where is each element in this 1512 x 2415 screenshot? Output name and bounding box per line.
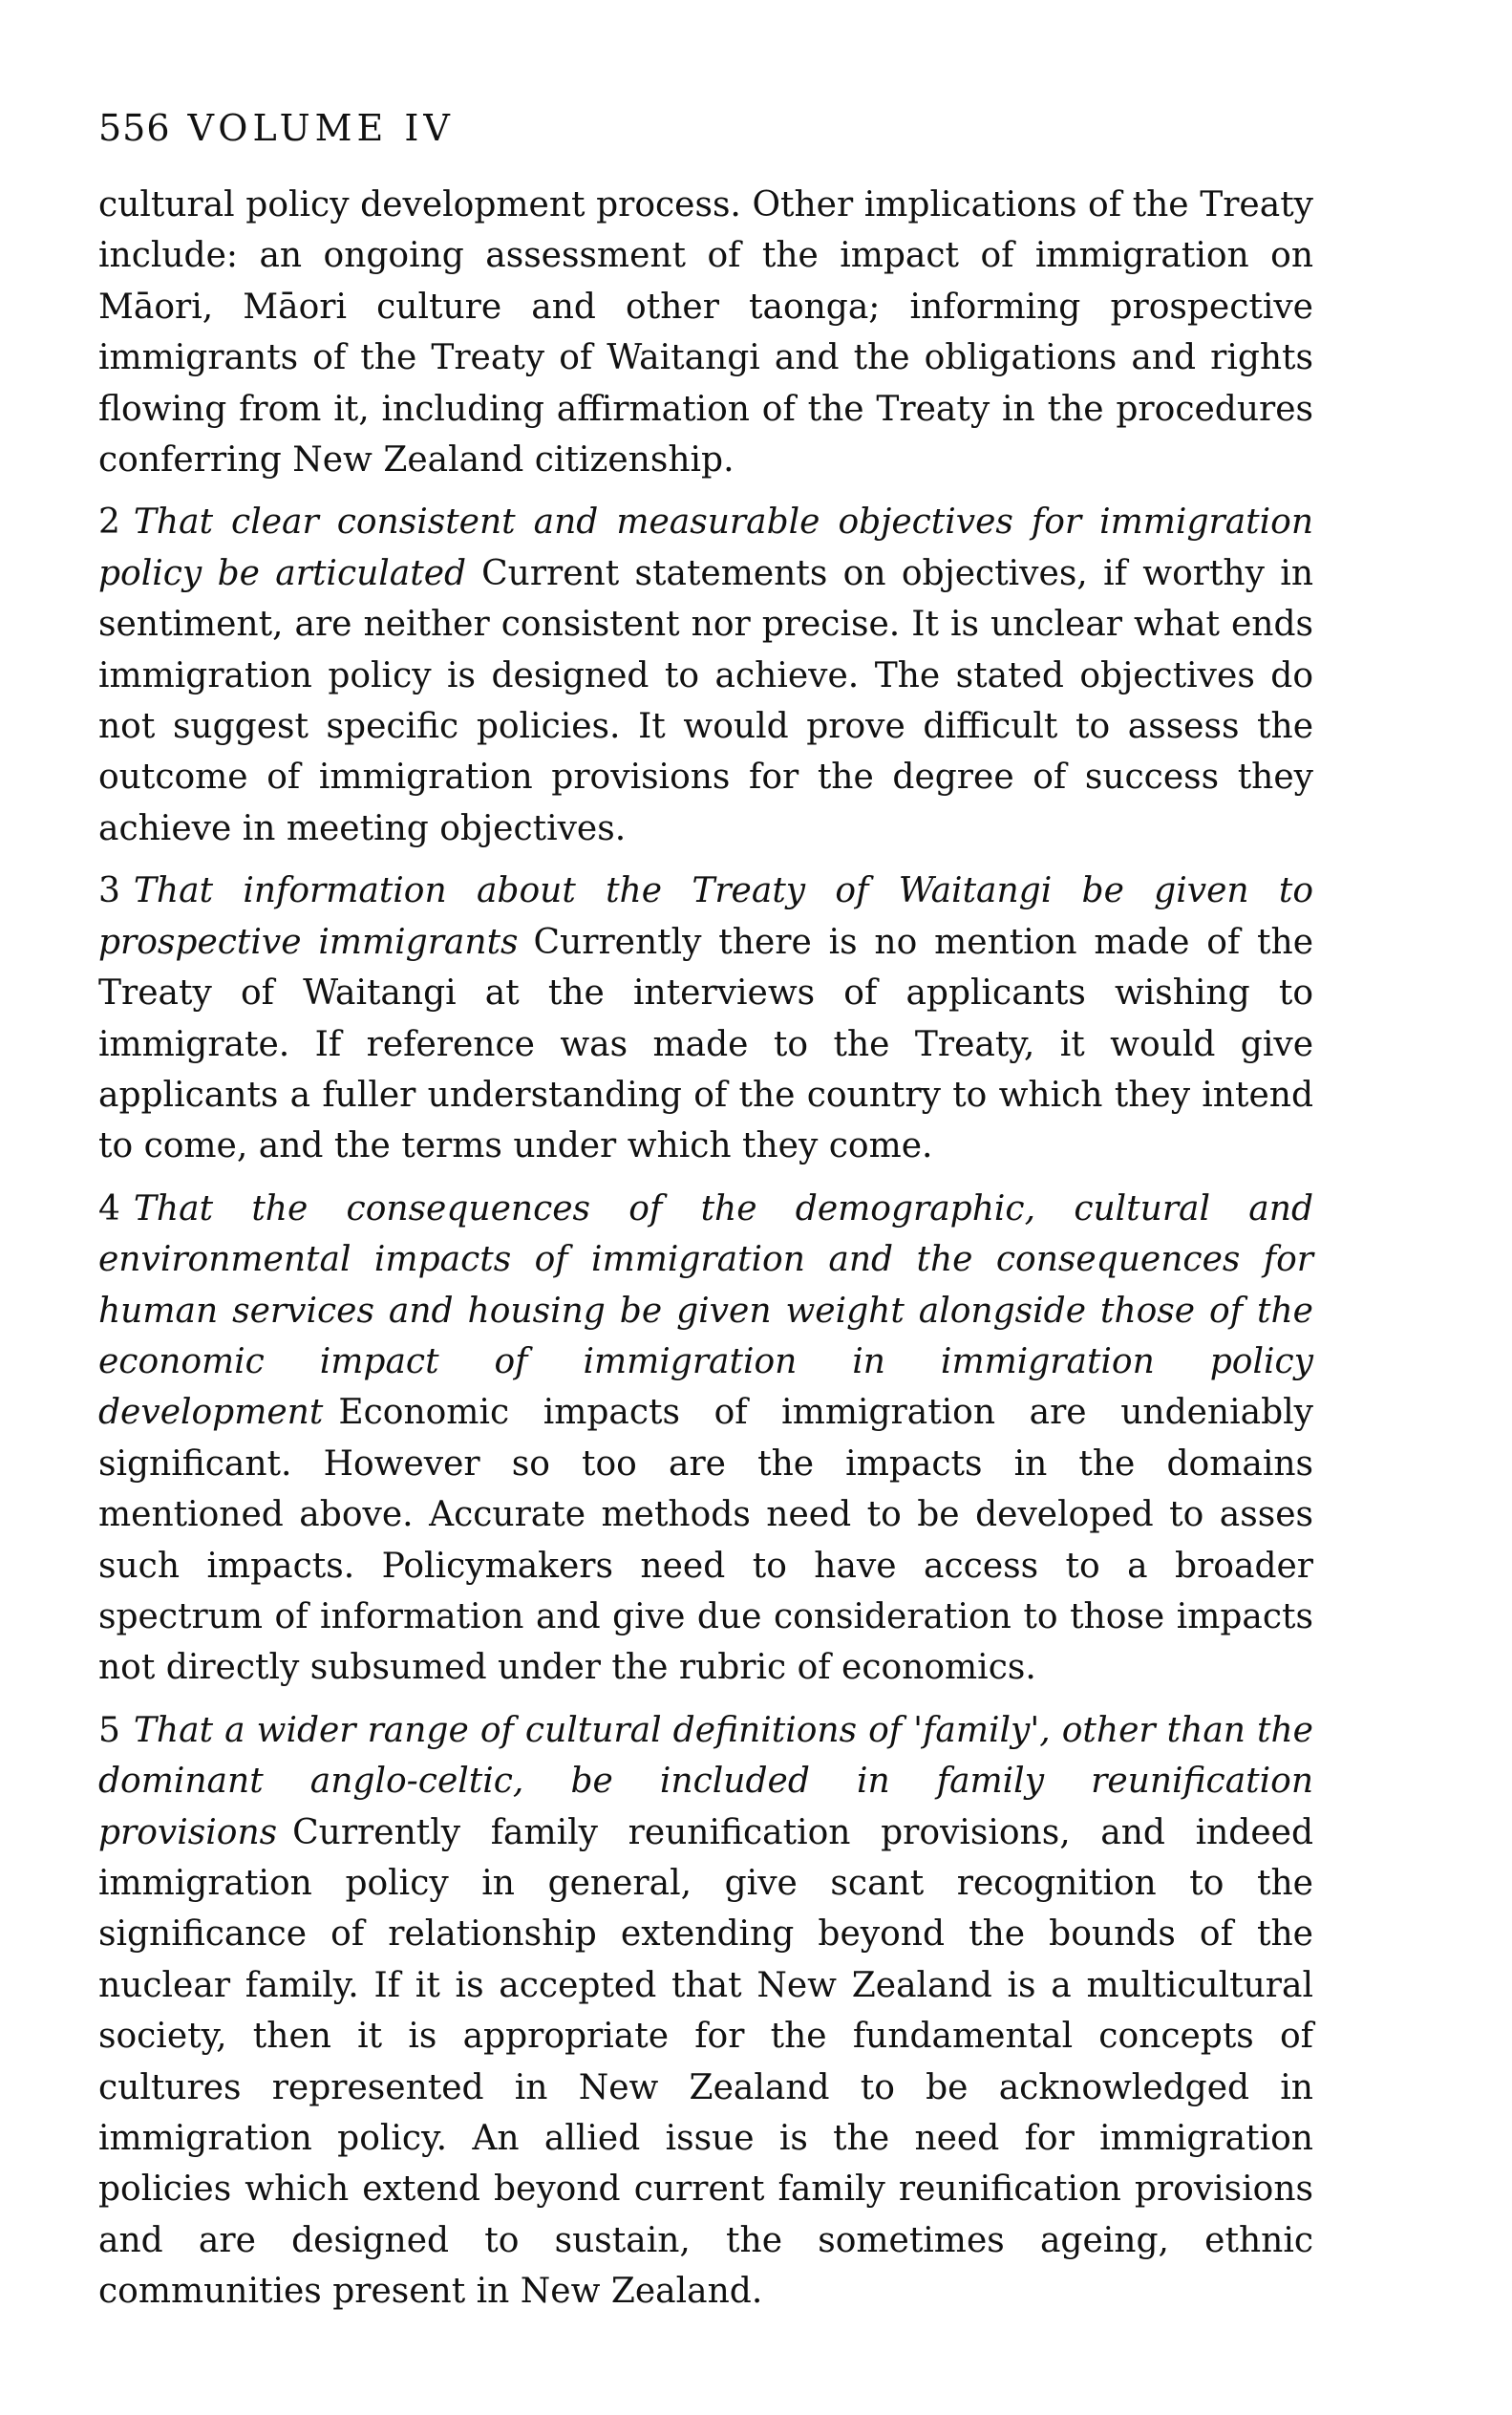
recommendation-number: 2 [98,502,120,543]
intro-paragraph: cultural policy development process. Other implications of the Treaty include: an ongoing assessment of the impact of immigration on Māori, Māori culture and other taonga; informing prospective immigrants of the Treaty of Waitangi and the obligations and rights flowing from it, including affirmation of the Treaty in the procedures conferring New Zealand citizenship. [98,185,1313,481]
recommendation-body: Current statements on objectives, if worthy in sentiment, are neither consistent nor precise. It is unclear what ends immigration policy is designed to achieve. The stated objectives do not suggest specific policies. It would prove difficult to assess the outcome of immigration provisions for the degree of success they achieve in meeting objectives. [98,553,1314,848]
recommendation-body: Currently family reunification provisions, and indeed immigration policy in general, give scant recognition to the significance of relationship extending beyond the bounds of the nuclear family. If it is accepted that New Zealand is a multicultural society, then it is appropriate for the fundamental concepts of cultures represented in New Zealand to be acknowledged in immigration policy. An allied issue is the need for immigration policies which extend beyond current family reunification provisions and are designed to sustain, the sometimes ageing, ethnic communities present in New Zealand. [98,1812,1313,2312]
page-number: 556 [98,107,171,149]
recommendation-body: Currently there is no mention made of the Treaty of Waitangi at the interviews of applicants wishing to immigrate. If reference was made to the Treaty, it would give applicants a fuller understanding of the country to which they intend to come, and the terms under which they come. [98,922,1313,1166]
recommendation-heading: That a wider range of cultural definitions of 'family', other than the dominant anglo-celtic, be included in family reunification provisions [98,1710,1313,1852]
recommendation-paragraph [98,1705,1313,2318]
recommendation-heading: That clear consistent and measurable objectives for immigration policy be articulated [98,502,1313,593]
recommendation-heading: That the consequences of the demographic, cultural and environmental impacts of immigration and the consequences for human services and housing be given weight alongside those of the economic impact of immigration in immigration policy development [98,1188,1313,1433]
recommendation-heading: That information about the Treaty of Waitangi be given to prospective immigrants [98,871,1313,962]
recommendation-number: 5 [98,1710,120,1750]
recommendation-number: 4 [98,1188,120,1229]
running-head [98,103,1313,153]
recommendation-body: Economic impacts of immigration are undeniably significant. However so too are the impacts in the domains mentioned above. Accurate methods need to be developed to asses such impacts. Policymakers need to have access to a broader spectrum of information and give due consideration to those impacts not directly subsumed under the rubric of economics. [98,1393,1313,1688]
recommendation-number: 3 [98,871,120,911]
recommendation-paragraph [98,866,1313,1171]
volume-title: VOLUME IV [187,107,455,149]
page [98,103,1313,2329]
recommendation-paragraph [98,497,1313,854]
recommendation-paragraph [98,1184,1313,1694]
